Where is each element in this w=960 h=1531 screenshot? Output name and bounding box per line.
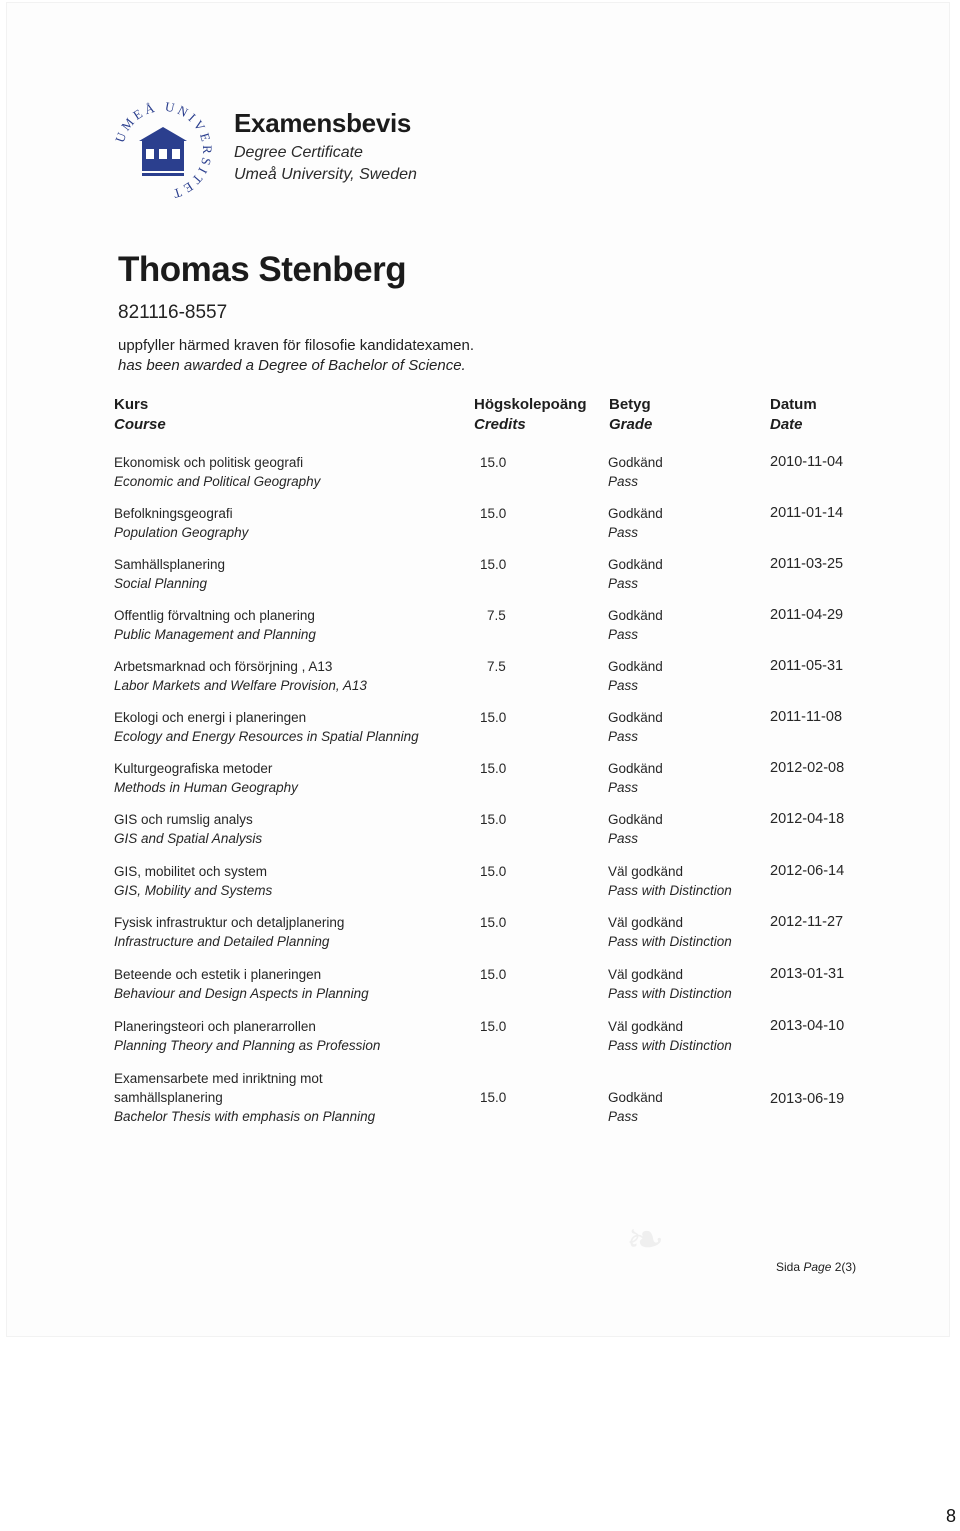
course-grade-sv: Väl godkänd	[608, 1019, 684, 1034]
certificate-page	[6, 2, 950, 1337]
course-grade-sv: Godkänd	[608, 608, 663, 623]
course-name-sv: Ekonomisk och politisk geografi	[114, 455, 304, 470]
course-credits: 15.0	[480, 557, 507, 572]
course-grade-sv: Godkänd	[608, 761, 663, 776]
course-row	[6, 555, 950, 599]
course-grade-en: Pass	[608, 627, 639, 642]
course-name-sv: Offentlig förvaltning och planering	[114, 608, 315, 623]
thesis-grade-en: Pass	[608, 1109, 639, 1124]
course-name-sv: Ekologi och energi i planeringen	[114, 710, 307, 725]
course-credits: 15.0	[480, 812, 507, 827]
thesis-name-sv-line2: samhällsplanering	[114, 1090, 223, 1105]
course-grade-en: Pass	[608, 831, 639, 846]
course-row	[6, 759, 950, 803]
course-grade-en: Pass	[608, 576, 639, 591]
course-date: 2013-04-10	[770, 1018, 845, 1034]
page-number: Sida Page 2(3)	[776, 1260, 857, 1274]
award-statement-en: has been awarded a Degree of Bachelor of Science.	[118, 357, 466, 374]
course-date: 2012-02-08	[770, 760, 845, 776]
course-name-en: Ecology and Energy Resources in Spatial Planning	[114, 729, 419, 744]
course-grade-en: Pass with Distinction	[608, 934, 732, 949]
course-date: 2012-04-18	[770, 811, 845, 827]
course-name-en: Planning Theory and Planning as Profession	[114, 1038, 381, 1053]
institution-name: Umeå University, Sweden	[234, 166, 417, 183]
course-name-sv: Befolkningsgeografi	[114, 506, 233, 521]
recipient-name: Thomas Stenberg	[118, 250, 407, 289]
course-row	[6, 453, 950, 497]
course-row	[6, 913, 950, 957]
course-date: 2012-06-14	[770, 863, 845, 879]
course-grade-en: Pass with Distinction	[608, 1038, 732, 1053]
course-row	[6, 810, 950, 854]
course-grade-sv: Väl godkänd	[608, 915, 684, 930]
course-name-sv: Samhällsplanering	[114, 557, 226, 572]
course-credits: 15.0	[480, 864, 507, 879]
course-row	[6, 708, 950, 752]
course-credits: 15.0	[480, 710, 507, 725]
course-name-en: Public Management and Planning	[114, 627, 316, 642]
course-date: 2013-01-31	[770, 966, 845, 982]
course-name-en: Economic and Political Geography	[114, 474, 321, 489]
course-date: 2011-04-29	[770, 607, 844, 623]
thesis-row	[6, 1069, 950, 1133]
course-date: 2010-11-04	[770, 454, 844, 470]
umea-university-seal-icon	[111, 99, 215, 203]
course-row	[6, 1017, 950, 1061]
thesis-credits: 15.0	[480, 1090, 507, 1105]
course-date: 2012-11-27	[770, 914, 844, 930]
course-name-en: Behaviour and Design Aspects in Planning	[114, 986, 369, 1001]
course-name-en: GIS and Spatial Analysis	[114, 831, 263, 846]
thesis-name-sv-line1: Examensarbete med inriktning mot	[114, 1071, 323, 1086]
course-grade-sv: Godkänd	[608, 455, 663, 470]
thesis-date: 2013-06-19	[770, 1091, 845, 1107]
course-grade-en: Pass	[608, 729, 639, 744]
course-date: 2011-11-08	[770, 709, 843, 725]
course-row	[6, 965, 950, 1009]
course-grade-sv: Godkänd	[608, 557, 663, 572]
personal-number: 821116-8557	[118, 302, 228, 323]
course-grade-sv: Godkänd	[608, 659, 663, 674]
seal-ring-text: UMEÅ UNIVERSITET	[111, 99, 215, 203]
course-date: 2011-05-31	[770, 658, 844, 674]
course-row	[6, 606, 950, 650]
course-name-sv: Planeringsteori och planerarrollen	[114, 1019, 316, 1034]
course-name-en: Labor Markets and Welfare Provision, A13	[114, 678, 367, 693]
course-date: 2011-03-25	[770, 556, 844, 572]
course-name-sv: Beteende och estetik i planeringen	[114, 967, 322, 982]
document-title: Examensbevis	[234, 108, 412, 138]
course-grade-en: Pass with Distinction	[608, 986, 732, 1001]
course-name-en: Infrastructure and Detailed Planning	[114, 934, 330, 949]
document-subtitle: Degree Certificate	[234, 144, 363, 161]
course-grade-sv: Godkänd	[608, 506, 663, 521]
course-grade-en: Pass	[608, 474, 639, 489]
course-grade-sv: Väl godkänd	[608, 967, 684, 982]
course-name-sv: GIS och rumslig analys	[114, 812, 253, 827]
course-name-sv: Kulturgeografiska metoder	[114, 761, 273, 776]
course-grade-sv: Godkänd	[608, 710, 663, 725]
course-name-en: Methods in Human Geography	[114, 780, 298, 795]
course-credits: 7.5	[487, 608, 506, 623]
course-grade-en: Pass with Distinction	[608, 883, 732, 898]
course-name-en: Social Planning	[114, 576, 208, 591]
course-name-sv: Fysisk infrastruktur och detaljplanering	[114, 915, 345, 930]
course-name-en: Population Geography	[114, 525, 249, 540]
course-grade-en: Pass	[608, 780, 639, 795]
thesis-grade-sv: Godkänd	[608, 1090, 663, 1105]
column-header-credits: Högskolepoäng Credits	[474, 396, 587, 433]
thesis-name-en: Bachelor Thesis with emphasis on Planning	[114, 1109, 376, 1124]
course-credits: 15.0	[480, 761, 507, 776]
course-grade-en: Pass	[608, 678, 639, 693]
course-row	[6, 862, 950, 906]
course-credits: 15.0	[480, 915, 507, 930]
column-header-course: Kurs Course	[114, 396, 166, 433]
course-credits: 15.0	[480, 506, 507, 521]
course-grade-sv: Väl godkänd	[608, 864, 684, 879]
award-statement-sv: uppfyller härmed kraven för filosofie kandidatexamen.	[118, 337, 475, 354]
course-credits: 15.0	[480, 1019, 507, 1034]
course-name-en: GIS, Mobility and Systems	[114, 883, 273, 898]
course-credits: 15.0	[480, 967, 507, 982]
course-credits: 15.0	[480, 455, 507, 470]
column-header-grade: Betyg Grade	[609, 396, 653, 433]
course-row	[6, 657, 950, 701]
course-name-sv: Arbetsmarknad och försörjning , A13	[114, 659, 333, 674]
course-row	[6, 504, 950, 548]
course-name-sv: GIS, mobilitet och system	[114, 864, 268, 879]
course-date: 2011-01-14	[770, 505, 844, 521]
course-grade-sv: Godkänd	[608, 812, 663, 827]
bleed-through-mark: ❧	[626, 1213, 665, 1265]
corner-page-number: 8	[945, 1506, 956, 1526]
course-grade-en: Pass	[608, 525, 639, 540]
course-credits: 7.5	[487, 659, 506, 674]
column-header-date: Datum Date	[770, 396, 817, 433]
